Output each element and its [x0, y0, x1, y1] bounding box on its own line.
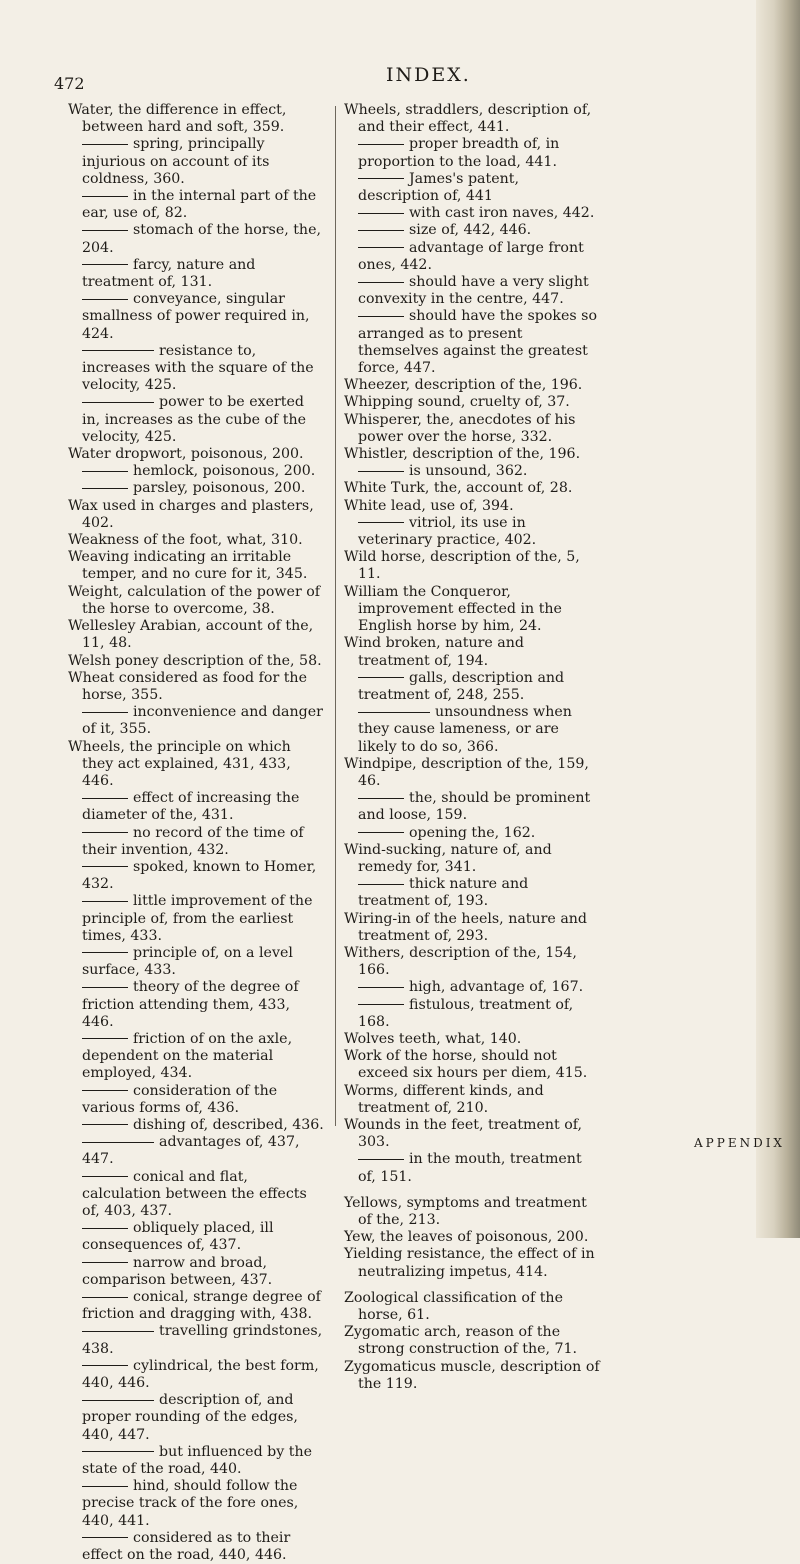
index-subentry: [344, 515, 600, 549]
entry-text: conical and flat, calculation between the effects of, 403, 437.: [82, 1168, 307, 1219]
index-subentry: [68, 1169, 326, 1221]
ditto-dash: [82, 952, 128, 953]
ditto-dash: [82, 1297, 128, 1298]
entry-text: inconvenience and danger of it, 355.: [82, 704, 323, 738]
entry-text: parsley, poisonous, 200.: [133, 480, 306, 497]
entry-text: Whistler, description of the, 196.: [344, 446, 581, 463]
index-entry: [344, 1359, 600, 1393]
entry-text: friction of on the axle, dependent on the material employed, 434.: [82, 1030, 293, 1082]
ditto-dash: [358, 178, 404, 179]
index-subentry: [68, 825, 326, 859]
entry-text: little improvement of the principle of, from the earliest times, 433.: [82, 893, 313, 944]
index-subentry: [68, 1117, 326, 1134]
entry-text: Weakness of the foot, what, 310.: [68, 532, 303, 549]
index-entry: [344, 102, 600, 136]
index-subentry: [68, 1289, 326, 1323]
index-entry: [344, 446, 600, 463]
entry-text: Zygomaticus muscle, description of the 119.: [344, 1358, 600, 1392]
ditto-dash: [82, 1262, 128, 1263]
ditto-dash: [358, 282, 404, 283]
ditto-dash: [358, 712, 430, 713]
index-subentry: [344, 463, 600, 480]
index-entry: [68, 446, 326, 463]
index-subentry: [68, 1255, 326, 1289]
index-entry: [68, 653, 326, 670]
entry-text: Yellows, symptoms and treatment of the, 213.: [344, 1194, 587, 1228]
ditto-dash: [82, 1142, 154, 1143]
index-subentry: [68, 1444, 326, 1478]
index-subentry: [344, 240, 600, 274]
entry-text: hind, should follow the precise track of the fore ones, 440, 441.: [82, 1478, 299, 1529]
index-subentry: [344, 979, 600, 996]
entry-text: should have the spokes so arranged as to present themselves against the greatest force, 447.: [358, 308, 597, 377]
page-number: 472: [54, 74, 85, 93]
index-subentry: [68, 291, 326, 343]
index-entry: [68, 498, 326, 532]
index-subentry: [68, 893, 326, 945]
entry-text: Wheat considered as food for the horse, 355.: [68, 669, 307, 703]
index-subentry: [68, 480, 326, 497]
index-entry: [344, 1083, 600, 1117]
index-subentry: [68, 1392, 326, 1444]
entry-text: stomach of the horse, the, 204.: [82, 222, 321, 256]
index-entry: [344, 1324, 600, 1358]
index-subentry: [68, 188, 326, 222]
ditto-dash: [82, 471, 128, 472]
entry-text: Wheezer, description of the, 196.: [344, 377, 583, 394]
ditto-dash: [82, 1400, 154, 1401]
entry-text: Yew, the leaves of poisonous, 200.: [344, 1229, 589, 1246]
column-divider: [335, 106, 336, 1126]
entry-text: Welsh poney description of the, 58.: [68, 652, 322, 669]
index-entry: [344, 480, 600, 497]
book-page-edge: [756, 0, 800, 1238]
ditto-dash: [82, 866, 128, 867]
index-entry: [344, 498, 600, 515]
ditto-dash: [358, 798, 404, 799]
index-subentry: [68, 136, 326, 188]
entry-text: Wheels, the principle on which they act explained, 431, 433, 446.: [68, 738, 291, 789]
entry-text: proper breadth of, in proportion to the load, 441.: [358, 136, 560, 170]
entry-text: galls, description and treatment of, 248, 255.: [358, 669, 565, 703]
ditto-dash: [82, 402, 154, 403]
entry-text: advantage of large front ones, 442.: [358, 239, 584, 273]
entry-text: Wolves teeth, what, 140.: [344, 1030, 522, 1047]
index-subentry: [344, 171, 600, 205]
ditto-dash: [82, 488, 128, 489]
footer-catchword: APPENDIX: [694, 1136, 785, 1150]
index-subentry: [68, 1134, 326, 1168]
index-subentry: [68, 1031, 326, 1083]
entry-text: effect of increasing the diameter of the, 431.: [82, 790, 300, 824]
index-subentry: [68, 1323, 326, 1357]
index-entry: [344, 911, 600, 945]
index-subentry: [344, 308, 600, 377]
index-subentry: [68, 1358, 326, 1392]
index-entry: [344, 1117, 600, 1151]
index-entry: [68, 584, 326, 618]
ditto-dash: [82, 264, 128, 265]
entry-text: is unsound, 362.: [409, 463, 528, 480]
ditto-dash: [82, 1486, 128, 1487]
entry-text: James's patent, description of, 441: [358, 170, 519, 205]
index-subentry: [344, 274, 600, 308]
index-entry: [344, 1290, 600, 1324]
entry-text: principle of, on a level surface, 433.: [82, 944, 293, 979]
entry-text: theory of the degree of friction attending them, 433, 446.: [82, 979, 299, 1030]
index-subentry: [68, 343, 326, 395]
running-head: INDEX.: [386, 64, 471, 86]
entry-text: in the internal part of the ear, use of, 82.: [82, 188, 317, 222]
entry-text: narrow and broad, comparison between, 437.: [82, 1254, 273, 1288]
ditto-dash: [358, 471, 404, 472]
entry-text: cylindrical, the best form, 440, 446.: [82, 1357, 319, 1392]
index-entry: [344, 1195, 600, 1229]
entry-text: farcy, nature and treatment of, 131.: [82, 256, 256, 291]
entry-text: Withers, description of the, 154, 166.: [344, 944, 577, 979]
ditto-dash: [82, 1537, 128, 1538]
entry-text: power to be exerted in, increases as the cube of the velocity, 425.: [82, 394, 307, 445]
index-subentry: [344, 997, 600, 1031]
index-subentry: [344, 136, 600, 170]
entry-text: travelling grindstones, 438.: [82, 1323, 323, 1357]
index-column-right: [344, 102, 600, 1393]
index-entry: [344, 394, 600, 411]
index-entry: [68, 739, 326, 791]
entry-text: conical, strange degree of friction and dragging with, 438.: [82, 1289, 321, 1323]
ditto-dash: [358, 677, 404, 678]
ditto-dash: [82, 1038, 128, 1039]
index-column-left: [68, 102, 326, 1564]
ditto-dash: [82, 987, 128, 988]
ditto-dash: [82, 1331, 154, 1332]
ditto-dash: [82, 798, 128, 799]
index-entry: [344, 842, 600, 876]
index-subentry: [344, 670, 600, 704]
entry-text: vitriol, its use in veterinary practice, 402.: [358, 514, 537, 549]
ditto-dash: [82, 1228, 128, 1229]
ditto-dash: [358, 884, 404, 885]
ditto-dash: [82, 901, 128, 902]
index-entry: [344, 635, 600, 669]
entry-text: Wellesley Arabian, account of the, 11, 48.: [68, 618, 314, 652]
index-subentry: [68, 790, 326, 824]
entry-text: White lead, use of, 394.: [344, 497, 514, 514]
ditto-dash: [82, 1365, 128, 1366]
index-entry: [68, 618, 326, 652]
ditto-dash: [82, 1176, 128, 1177]
entry-text: Windpipe, description of the, 159, 46.: [344, 755, 589, 789]
entry-text: Whisperer, the, anecdotes of his power over the horse, 332.: [344, 411, 576, 445]
index-subentry: [344, 790, 600, 824]
entry-text: Weight, calculation of the power of the horse to overcome, 38.: [68, 583, 321, 617]
index-subentry: [68, 394, 326, 446]
entry-text: Wind broken, nature and treatment of, 194.: [344, 635, 524, 669]
entry-text: advantages of, 437, 447.: [82, 1134, 300, 1168]
index-entry: [344, 756, 600, 790]
entry-text: William the Conqueror, improvement effected in the English horse by him, 24.: [344, 583, 562, 635]
index-subentry: [68, 979, 326, 1031]
entry-text: Wheels, straddlers, description of, and their effect, 441.: [344, 102, 592, 136]
ditto-dash: [358, 144, 404, 145]
entry-text: with cast iron naves, 442.: [409, 205, 595, 222]
ditto-dash: [82, 1451, 154, 1452]
entry-text: Wind-sucking, nature of, and remedy for, 341.: [344, 841, 552, 875]
index-subentry: [68, 1220, 326, 1254]
entry-text: obliquely placed, ill consequences of, 437.: [82, 1220, 274, 1254]
index-subentry: [344, 1151, 600, 1185]
entry-text: Yielding resistance, the effect of in neutralizing impetus, 414.: [344, 1246, 595, 1280]
entry-text: size of, 442, 446.: [409, 222, 532, 239]
ditto-dash: [358, 1004, 404, 1005]
index-subentry: [68, 945, 326, 979]
ditto-dash: [82, 144, 128, 145]
ditto-dash: [358, 832, 404, 833]
ditto-dash: [358, 987, 404, 988]
index-subentry: [344, 222, 600, 239]
ditto-dash: [82, 1090, 128, 1091]
entry-text: Wax used in charges and plasters, 402.: [68, 497, 314, 531]
entry-text: spoked, known to Homer, 432.: [82, 858, 317, 893]
entry-text: Water, the difference in effect, between hard and soft, 359.: [68, 102, 287, 136]
entry-text: no record of the time of their invention, 432.: [82, 824, 304, 858]
ditto-dash: [82, 832, 128, 833]
index-entry: [344, 1048, 600, 1082]
index-subentry: [68, 1083, 326, 1117]
entry-text: thick nature and treatment of, 193.: [358, 876, 529, 910]
index-subentry: [68, 704, 326, 738]
index-subentry: [344, 205, 600, 222]
entry-text: considered as to their effect on the road, 440, 446.: [82, 1529, 291, 1564]
entry-text: should have a very slight convexity in the centre, 447.: [358, 274, 589, 308]
index-entry: [344, 1246, 600, 1280]
index-entry: [68, 532, 326, 549]
index-entry: [344, 549, 600, 583]
entry-text: hemlock, poisonous, 200.: [133, 463, 316, 480]
index-subentry: [344, 825, 600, 842]
entry-text: resistance to, increases with the square of the velocity, 425.: [82, 342, 314, 394]
entry-text: consideration of the various forms of, 436.: [82, 1082, 278, 1116]
index-subentry: [68, 257, 326, 291]
entry-text: Wild horse, description of the, 5, 11.: [344, 549, 580, 583]
entry-text: White Turk, the, account of, 28.: [344, 480, 573, 497]
ditto-dash: [82, 299, 128, 300]
entry-text: but influenced by the state of the road, 440.: [82, 1443, 313, 1478]
entry-text: Zoological classification of the horse, 61.: [344, 1289, 563, 1324]
index-entry: [344, 584, 600, 636]
index-subentry: [344, 876, 600, 910]
index-entry: [68, 102, 326, 136]
index-entry: [68, 549, 326, 583]
entry-text: spring, principally injurious on account of its coldness, 360.: [82, 136, 270, 187]
index-subentry: [68, 1478, 326, 1530]
index-subentry: [344, 704, 600, 756]
ditto-dash: [358, 1159, 404, 1160]
index-subentry: [68, 222, 326, 256]
index-subentry: [68, 1530, 326, 1564]
ditto-dash: [358, 213, 404, 214]
index-subentry: [68, 859, 326, 893]
ditto-dash: [358, 522, 404, 523]
entry-text: fistulous, treatment of, 168.: [358, 996, 574, 1030]
ditto-dash: [358, 230, 404, 231]
entry-text: Whipping sound, cruelty of, 37.: [344, 394, 570, 411]
entry-text: Work of the horse, should not exceed six hours per diem, 415.: [344, 1048, 588, 1082]
entry-text: Wounds in the feet, treatment of, 303.: [344, 1116, 583, 1151]
entry-text: unsoundness when they cause lameness, or are likely to do so, 366.: [358, 704, 572, 755]
ditto-dash: [82, 196, 128, 197]
index-entry: [344, 945, 600, 979]
entry-text: Zygomatic arch, reason of the strong construction of the, 71.: [344, 1324, 578, 1358]
entry-text: conveyance, singular smallness of power required in, 424.: [82, 291, 310, 342]
index-entry: [344, 377, 600, 394]
index-entry: [68, 670, 326, 704]
ditto-dash: [82, 350, 154, 351]
entry-text: Water dropwort, poisonous, 200.: [68, 446, 304, 463]
ditto-dash: [82, 230, 128, 231]
ditto-dash: [358, 316, 404, 317]
entry-text: high, advantage of, 167.: [409, 979, 584, 996]
entry-text: Worms, different kinds, and treatment of, 210.: [344, 1082, 544, 1116]
entry-text: Weaving indicating an irritable temper, and no cure for it, 345.: [68, 549, 308, 583]
index-subentry: [68, 463, 326, 480]
entry-text: the, should be prominent and loose, 159.: [358, 790, 591, 824]
entry-text: in the mouth, treatment of, 151.: [358, 1151, 582, 1185]
ditto-dash: [82, 1124, 128, 1125]
entry-text: opening the, 162.: [409, 824, 536, 841]
ditto-dash: [358, 247, 404, 248]
entry-text: Wiring-in of the heels, nature and treatment of, 293.: [344, 910, 588, 944]
ditto-dash: [82, 712, 128, 713]
index-entry: [344, 412, 600, 446]
index-entry: [344, 1031, 600, 1048]
entry-text: dishing of, described, 436.: [133, 1116, 324, 1133]
entry-text: description of, and proper rounding of the edges, 440, 447.: [82, 1392, 298, 1443]
